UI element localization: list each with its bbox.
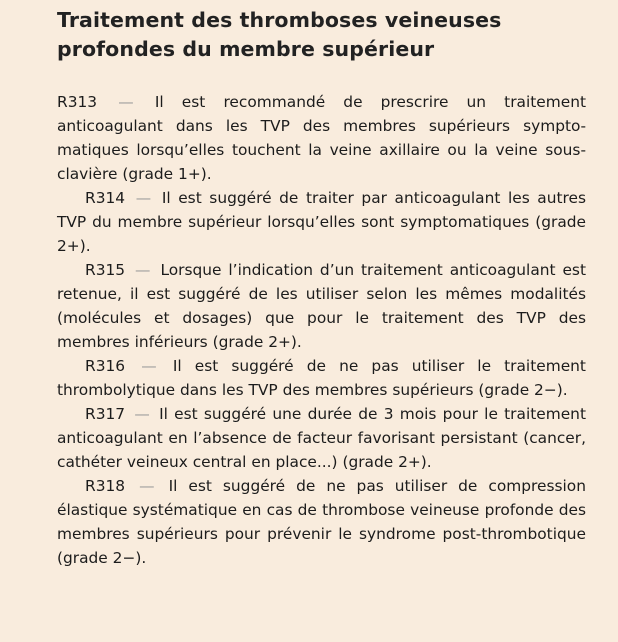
em-dash: — [136,477,158,495]
recommendation-code: R316 [85,357,126,375]
recommendation-r314 [57,186,586,258]
recommendation-r318 [57,474,586,570]
section-title: Traitement des thromboses veineuses profondes du membre supérieur [57,8,502,61]
em-dash: — [131,261,154,279]
em-dash: — [131,405,153,423]
recommendation-r317 [57,402,586,474]
recommendation-code: R315 [85,261,126,279]
recommendation-text: Il est recommandé de prescrire un traitement anticoagulant dans les TVP des membres supérieurs symptomatiques lorsqu’elles touchent la veine axillaire ou la veine sous-clavière (grade 1+). [57,93,586,183]
em-dash: — [132,189,155,207]
recommendations-body [57,90,586,570]
recommendation-text: Il est suggéré de traiter par anticoagulant les autres TVP du membre supérieur lorsqu’elles sont symptomatiques (grade 2+). [57,189,586,255]
recommendation-code: R314 [85,189,126,207]
recommendation-text: Lorsque l’indication d’un traitement anticoagulant est retenue, il est suggéré de les utiliser selon les mêmes modalités (molécules et dosages) que pour le traitement des TVP des membres inférieurs (grade 2+). [57,261,586,351]
recommendation-r313 [57,90,586,186]
recommendation-text: Il est suggéré une durée de 3 mois pour le traitement anticoagulant en l’absence de facteur favorisant persistant (cancer, cathéter veineux central en place...) (grade 2+). [57,405,586,471]
em-dash: — [115,93,137,111]
recommendation-code: R317 [85,405,126,423]
recommendation-text: Il est suggéré de ne pas utiliser le traitement thrombolytique dans les TVP des membres supérieurs (grade 2−). [57,357,586,399]
recommendation-r315 [57,258,586,354]
recommendation-code: R313 [57,93,98,111]
recommendation-code: R318 [85,477,126,495]
recommendation-text: Il est suggéré de ne pas utiliser de compression élastique systématique en cas de thrombose veineuse profonde des membres supérieurs pour prévenir le syndrome post-thrombotique (grade 2−). [57,477,586,567]
em-dash: — [138,357,160,375]
recommendation-r316 [57,354,586,402]
